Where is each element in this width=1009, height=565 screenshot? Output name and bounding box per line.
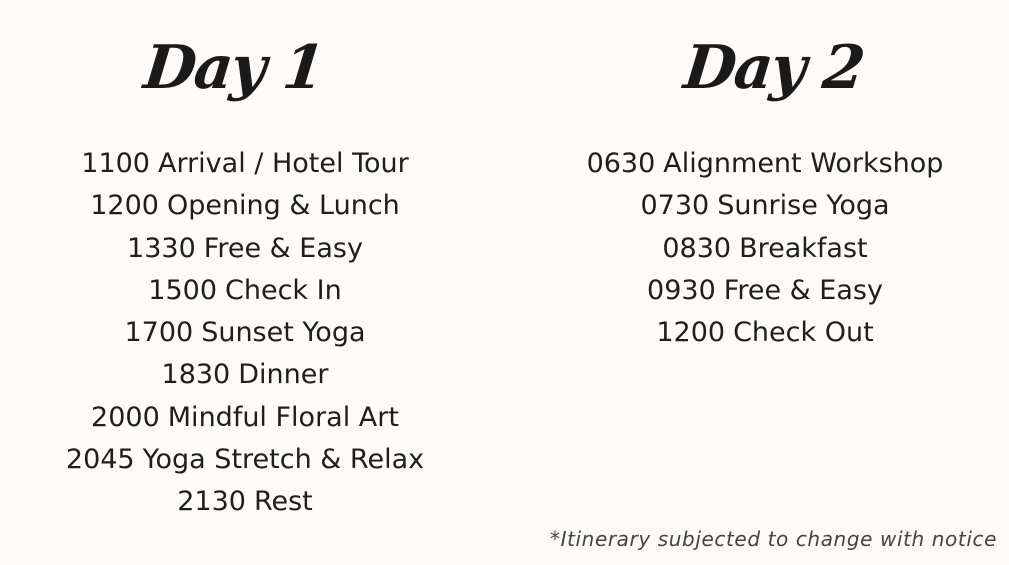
item-time: 0830 [662,232,732,264]
day-2-list [560,143,970,354]
schedule-item [560,185,970,227]
item-time: 1100 [81,148,150,179]
schedule-item [40,439,450,481]
item-activity: Mindful Floral Art [167,401,399,433]
item-time: 0730 [640,190,710,222]
day-1-list [40,143,450,524]
item-time: 1830 [161,359,231,391]
item-activity: Arrival / Hotel Tour [157,148,409,179]
schedule-item [40,185,450,227]
item-activity: Sunset Yoga [201,317,366,349]
schedule-item [560,228,970,270]
item-activity: Dinner [238,359,329,391]
schedule-item [40,270,450,312]
schedule-item [40,481,450,523]
item-time: 1500 [148,274,217,306]
item-time: 1330 [127,232,196,264]
item-time: 2000 [91,401,160,433]
schedule-item [560,312,970,354]
item-activity: Yoga Stretch & Relax [142,444,425,476]
item-activity: Sunrise Yoga [717,190,890,222]
item-activity: Alignment Workshop [663,148,944,179]
item-time: 1700 [124,317,194,349]
item-time: 0930 [647,274,716,306]
item-time: 1200 [90,190,159,222]
day-2-schedule [560,0,970,354]
item-activity: Free & Easy [723,274,883,306]
schedule-item [40,228,450,270]
itinerary-footnote: *Itinerary subjected to change with notice [549,527,997,551]
item-activity: Opening & Lunch [166,190,400,222]
item-activity: Breakfast [739,232,868,264]
schedule-item [40,354,450,396]
item-activity: Check In [225,274,342,306]
item-time: 2045 [65,444,135,476]
schedule-item [40,397,450,439]
item-time: 0630 [586,148,656,179]
schedule-item [40,143,450,185]
item-time: 1200 [656,317,726,349]
item-activity: Check Out [733,317,874,349]
day-1-title: Day 1 [140,33,327,103]
schedule-item [40,312,450,354]
schedule-item [560,270,970,312]
item-activity: Free & Easy [203,232,363,264]
day-1-schedule [40,0,450,524]
schedule-item [560,143,970,185]
day-2-title: Day 2 [680,33,867,103]
item-activity: Rest [253,486,313,518]
item-time: 2130 [177,486,246,518]
